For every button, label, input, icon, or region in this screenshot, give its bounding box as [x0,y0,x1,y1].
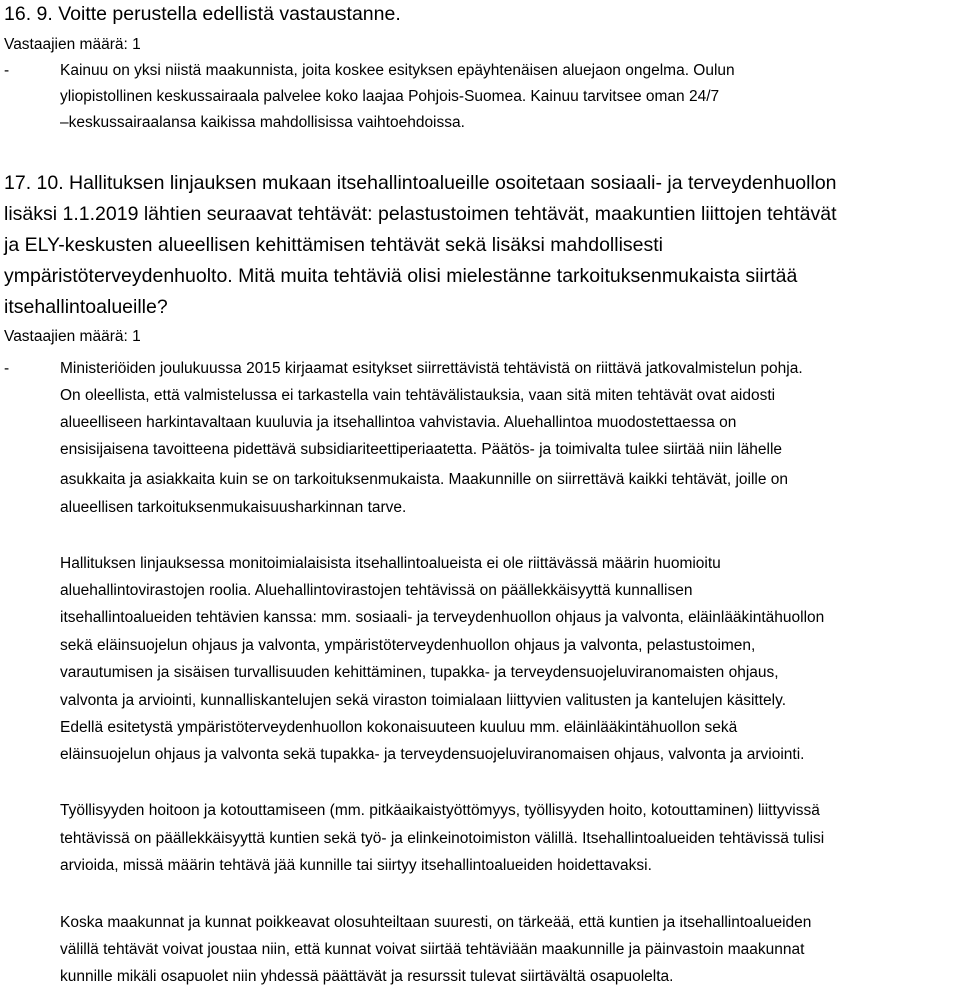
question-16-answer-dash: - [4,62,10,79]
question-17-respondents: Vastaajien määrä: 1 [4,328,141,345]
answer-line: valvonta ja arviointi, kunnalliskantelujen sekä viraston toimialaan liittyvien valitusten ja kantelujen käsittely. [60,692,787,709]
question-17-title-line: lisäksi 1.1.2019 lähtien seuraavat tehtävät: pelastustoimen tehtävät, maakuntien liittojen tehtävät [4,203,837,225]
answer-line: tehtävissä on päällekkäisyyttä kuntien sekä työ- ja elinkeinotoimiston välillä. Itsehallintoalueiden tehtävissä tulisi [60,830,825,847]
question-17-title-line: ympäristöterveydenhuolto. Mitä muita tehtäviä olisi mielestänne tarkoituksenmukaista siirtää [4,265,798,287]
question-16-answer-line: –keskussairaalansa kaikissa mahdollisissa vaihtoehdoissa. [60,114,465,131]
answer-line: arvioida, missä määrin tehtävä jää kunnille tai siirtyy itsehallintoalueiden hoidettavaksi. [60,857,652,874]
answer-line: varautumisen ja sisäisen turvallisuuden kehittäminen, tupakka- ja terveydensuojeluviranomaisten ohjaus, [60,664,779,681]
question-16-respondents: Vastaajien määrä: 1 [4,36,141,53]
answer-line: kunnille mikäli osapuolet niin yhdessä päättävät ja resurssit tulevat siirtävältä osapuolelta. [60,968,674,985]
question-16-answer-line: yliopistollinen keskussairaala palvelee koko laajaa Pohjois-Suomea. Kainuu tarvitsee oman 24/7 [60,88,720,105]
answer-line: alueelliseen harkintavaltaan kuuluvia ja itsehallintoa vahvistavia. Aluehallintoa muodostettaessa on [60,414,737,431]
answer-line: sekä eläinsuojelun ohjaus ja valvonta, ympäristöterveydenhuollon ohjaus ja valvonta, pelastustoimen, [60,637,756,654]
answer-line: Hallituksen linjauksessa monitoimialaisista itsehallintoalueista ei ole riittävässä määrin huomioitu [60,555,721,572]
answer-line: ensisijaisena tavoitteena pidettävä subsidiariteettiperiaatetta. Päätös- ja toimivalta tulee siirtää niin lähelle [60,441,783,458]
question-17-answer-dash: - [4,360,10,377]
answer-line: Työllisyyden hoitoon ja kotouttamiseen (mm. pitkäaikaistyöttömyys, työllisyyden hoito, kotouttaminen) liittyvissä [60,802,820,819]
answer-line: eläinsuojelun ohjaus ja valvonta sekä tupakka- ja terveydensuojeluviranomaisen ohjaus, valvonta ja arviointi. [60,746,805,763]
answer-line: On oleellista, että valmistelussa ei tarkastella vain tehtävälistauksia, vaan sitä miten tehtävät ovat aidosti [60,387,776,404]
answer-line: aluehallintovirastojen roolia. Aluehallintovirastojen tehtävissä on päällekkäisyyttä kunnallisen [60,582,693,599]
answer-line: välillä tehtävät voivat joustaa niin, että kunnat voivat siirtää tehtäviään maakunnille ja päinvastoin maakunnat [60,941,805,958]
answer-line: alueellisen tarkoituksenmukaisuusharkinnan tarve. [60,499,407,516]
answer-line: asukkaita ja asiakkaita kuin se on tarkoituksenmukaista. Maakunnille on siirrettävä kaikki tehtävät, joille on [60,471,789,488]
answer-line: itsehallintoalueiden tehtävien kanssa: mm. sosiaali- ja terveydenhuollon ohjaus ja valvonta, eläinlääkintähuollon [60,609,825,626]
answer-line: Edellä esitetystä ympäristöterveydenhuollon kokonaisuuteen kuuluu mm. eläinlääkintähuollon sekä [60,719,738,736]
answer-line: Koska maakunnat ja kunnat poikkeavat olosuhteiltaan suuresti, on tärkeää, että kuntien ja itsehallintoalueiden [60,914,812,931]
question-16-title: 16. 9. Voitte perustella edellistä vastaustanne. [4,3,401,25]
question-16-answer-line: Kainuu on yksi niistä maakunnista, joita koskee esityksen epäyhtenäisen aluejaon ongelma. Oulun [60,62,735,79]
question-17-title-line: itsehallintoalueille? [4,296,168,318]
question-17-title-line: 17. 10. Hallituksen linjauksen mukaan itsehallintoalueille osoitetaan sosiaali- ja terveydenhuollon [4,172,837,194]
question-17-title-line: ja ELY-keskusten alueellisen kehittämisen tehtävät sekä lisäksi mahdollisesti [4,234,664,256]
answer-line: Ministeriöiden joulukuussa 2015 kirjaamat esitykset siirrettävistä tehtävistä on riittävä jatkovalmistelun pohja. [60,360,803,377]
